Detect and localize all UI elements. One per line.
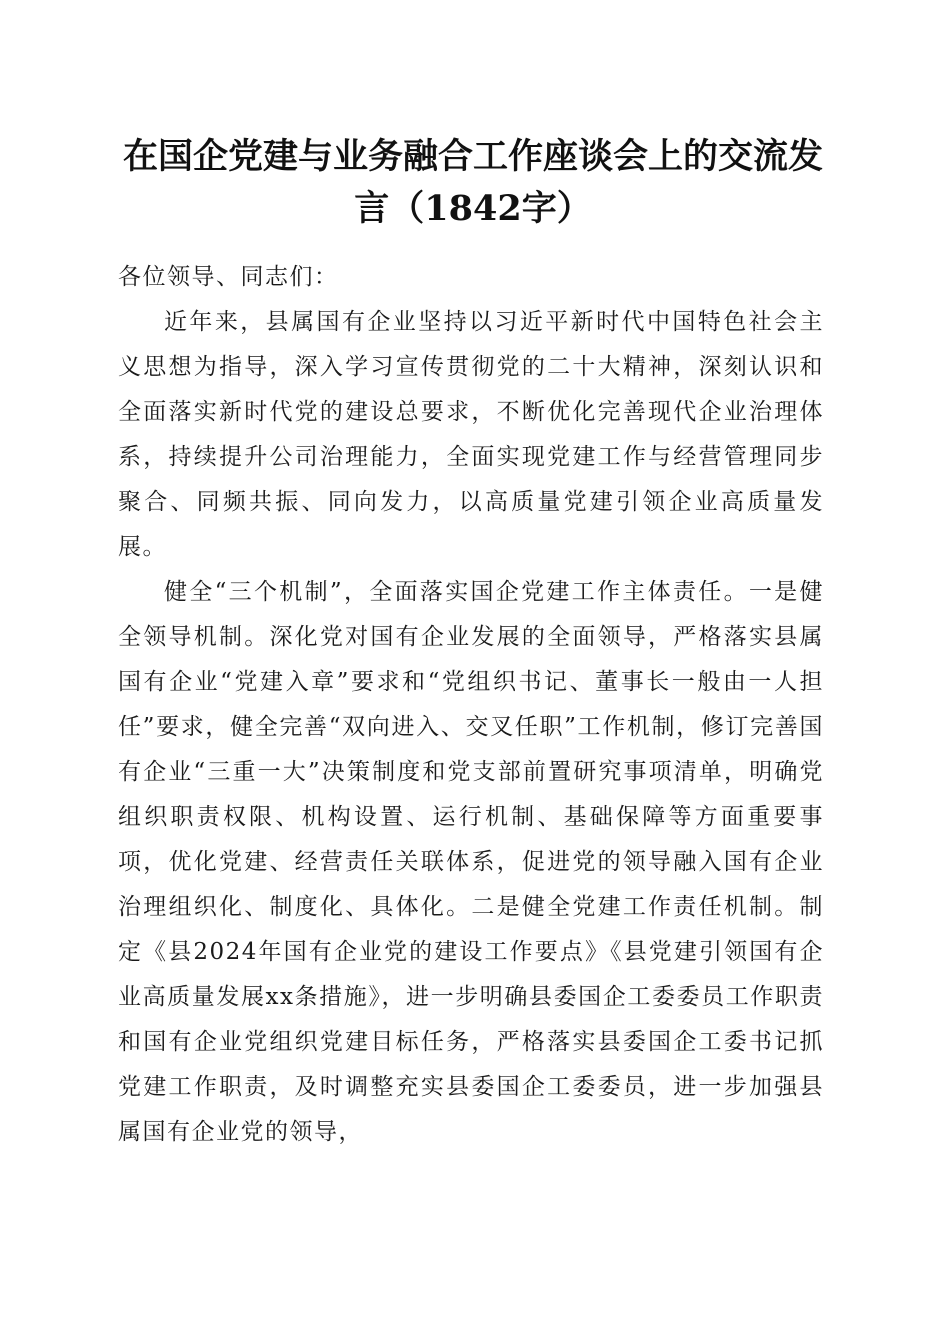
paragraph-three-mechanisms: 健全“三个机制”，全面落实国企党建工作主体责任。一是健全领导机制。深化党对国有企业发展的全面领导，严格落实县属国有企业“党建入章”要求和“党组织书记、董事长一般由一人担任”要求，健全完善“双向进入、交叉任职”工作机制，修订完善国有企业“三重一大”决策制度和党支部前置研究事项清单，明确党组织职责权限、机构设置、运行机制、基础保障等方面重要事项，优化党建、经营责任关联体系，促进党的领导融入国有企业治理组织化、制度化、具体化。二是健全党建工作责任机制。制定《县2024年国有企业党的建设工作要点》《县党建引领国有企业高质量发展xx条措施》，进一步明确县委国企工委委员工作职责和国有企业党组织党建目标任务，严格落实县委国企工委书记抓党建工作职责，及时调整充实县委国企工委委员，进一步加强县属国有企业党的领导， (118, 579, 824, 1145)
paragraph-intro: 近年来，县属国有企业坚持以习近平新时代中国特色社会主义思想为指导，深入学习宣传贯彻党的二十大精神，深刻认识和全面落实新时代党的建设总要求，不断优化完善现代企业治理体系，持续提升公司治理能力，全面实现党建工作与经营管理同步聚合、同频共振、同向发力，以高质量党建引领企业高质量发展。 (118, 309, 824, 560)
document-body (118, 255, 824, 1155)
salutation: 各位领导、同志们： (118, 264, 339, 290)
document-title: 在国企党建与业务融合工作座谈会上的交流发言（1842字） (122, 136, 823, 229)
